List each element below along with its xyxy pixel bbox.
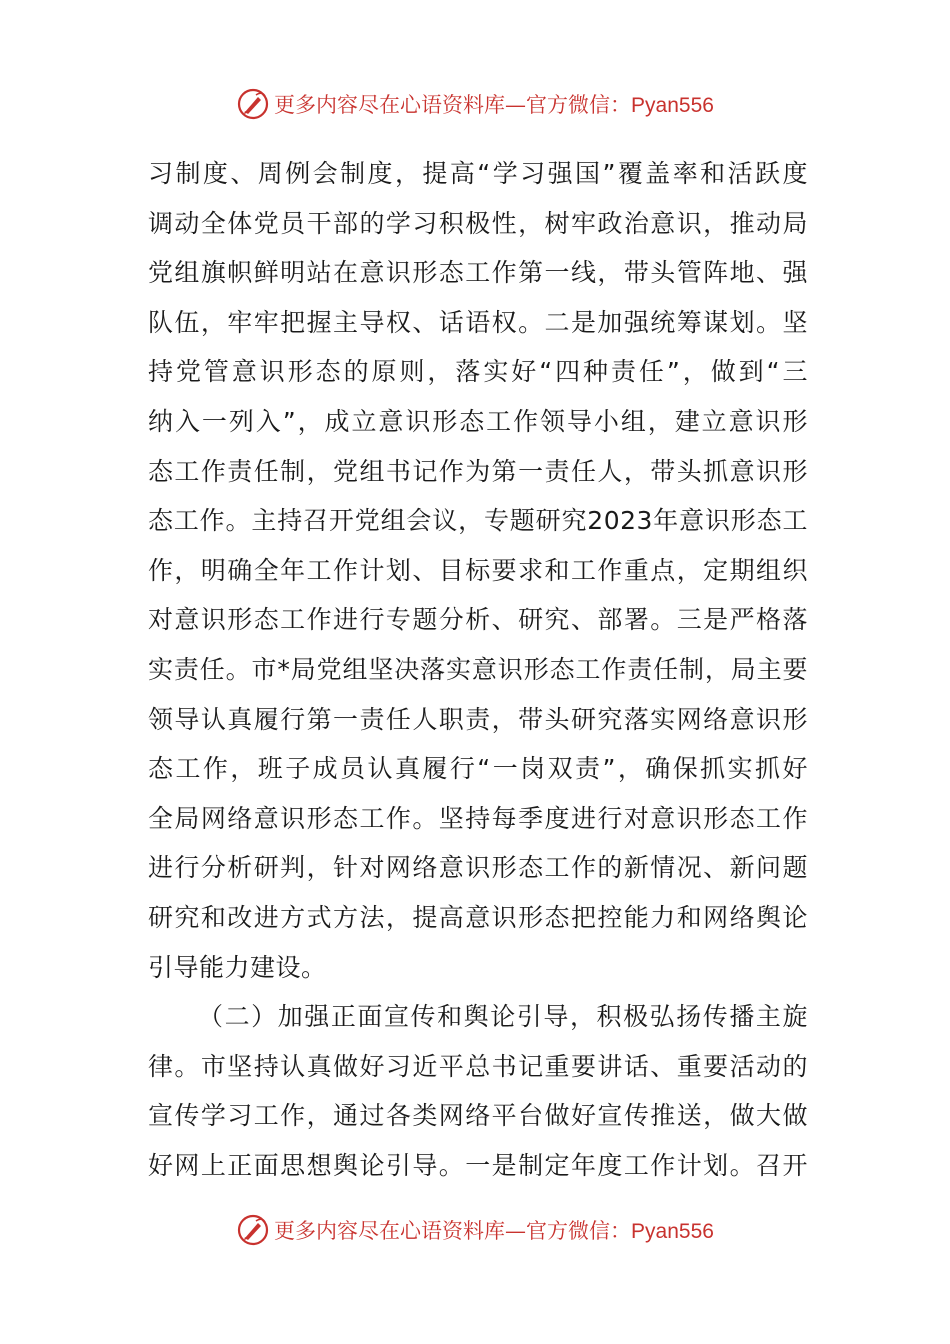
pen-logo-icon <box>236 87 270 121</box>
body-line: 态工作。主持召开党组会议，专题研究2023年意识形态工 <box>148 506 808 536</box>
footer-banner-label: 更多内容尽在心语资料库—官方微信： <box>274 1219 632 1243</box>
section-heading-line: （二）加强正面宣传和舆论引导，积极弘扬传播主旋 <box>198 1002 808 1032</box>
footer-banner <box>0 1210 950 1250</box>
body-line: 态工作，班子成员认真履行“一岗双责”，确保抓实抓好 <box>148 754 808 784</box>
body-line: 调动全体党员干部的学习积极性，树牢政治意识，推动局 <box>148 208 808 238</box>
body-line: 律。市坚持认真做好习近平总书记重要讲话、重要活动的 <box>148 1051 808 1081</box>
body-line: 好网上正面思想舆论引导。一是制定年度工作计划。召开 <box>148 1150 808 1180</box>
body-line: 队伍，牢牢把握主导权、话语权。二是加强统筹谋划。坚 <box>148 307 808 337</box>
body-line: 态工作责任制，党组书记作为第一责任人，带头抓意识形 <box>148 456 808 486</box>
document-body <box>148 149 808 1190</box>
body-line: 领导认真履行第一责任人职责，带头研究落实网络意识形 <box>148 704 808 734</box>
body-line: 对意识形态工作进行专题分析、研究、部署。三是严格落 <box>148 605 808 635</box>
body-line: 全局网络意识形态工作。坚持每季度进行对意识形态工作 <box>148 803 808 833</box>
footer-wechat-id: Pyan556 <box>631 1220 714 1243</box>
body-line: 纳入一列入”，成立意识形态工作领导小组，建立意识形 <box>148 406 808 436</box>
body-line: 宣传学习工作，通过各类网络平台做好宣传推送，做大做 <box>148 1101 808 1131</box>
body-line: 引导能力建设。 <box>148 952 327 982</box>
body-line: 习制度、周例会制度，提高“学习强国”覆盖率和活跃度 <box>148 159 808 188</box>
header-wechat-id: Pyan556 <box>631 94 714 117</box>
body-line: 研究和改进方式方法，提高意识形态把控能力和网络舆论 <box>148 902 808 932</box>
header-banner-text <box>274 89 714 119</box>
header-banner <box>0 84 950 124</box>
body-line: 党组旗帜鲜明站在意识形态工作第一线，带头管阵地、强 <box>148 258 808 288</box>
header-banner-label: 更多内容尽在心语资料库—官方微信： <box>274 93 632 117</box>
body-line: 持党管意识形态的原则，落实好“四种责任”，做到“三 <box>148 357 808 387</box>
body-line: 进行分析研判，针对网络意识形态工作的新情况、新问题 <box>148 853 808 883</box>
body-line: 作，明确全年工作计划、目标要求和工作重点，定期组织 <box>148 555 808 585</box>
footer-banner-text <box>274 1215 714 1245</box>
body-line: 实责任。市*局党组坚决落实意识形态工作责任制，局主要 <box>148 654 808 684</box>
pen-logo-icon <box>236 1213 270 1247</box>
